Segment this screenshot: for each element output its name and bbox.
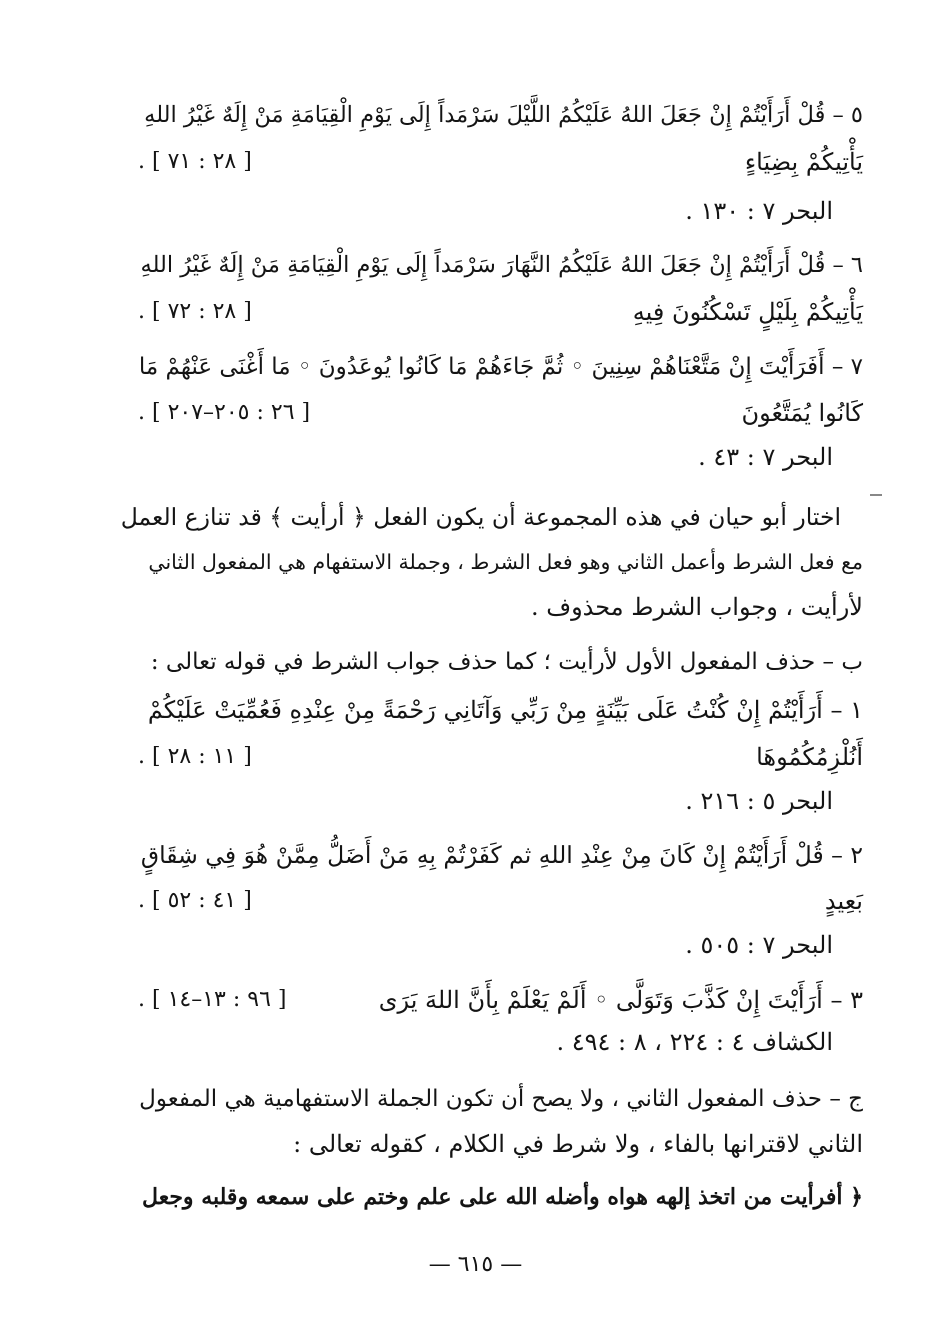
section-b-item-2-line-2: بَعِيدٍ <box>824 887 863 915</box>
item-6-line-2: يَأْتِيكُمْ بِلَيْلٍ تَسْكُنُونَ فِيهِ <box>632 298 863 326</box>
item-5-line-1: ٥ – قُلْ أَرَأَيْتُمْ إِنْ جَعَلَ اللهُ عَلَيْكُمُ اللَّيْلَ سَرْمَداً إِلَى يَوْمِ الْقِيَامَةِ مَنْ إِلَهٌ غَيْرُ اللهِ <box>144 102 863 128</box>
section-b-item-3-note: الكشاف ٤ : ٢٢٤ ، ٨ : ٤٩٤ . <box>556 1028 833 1056</box>
paragraph-1-line-1: اختار أبو حيان في هذه المجموعة أن يكون الفعل ﴿ أرأيت ﴾ قد تنازع العمل <box>120 503 841 531</box>
paragraph-1-line-2: مع فعل الشرط وأعمل الثاني وهو فعل الشرط ، وجملة الاستفهام هي المفعول الثاني <box>148 550 863 574</box>
section-b-item-1-line-2: أَنُلْزِمُكُمُوهَا <box>756 743 863 771</box>
item-5-note: البحر ٧ : ١٣٠ . <box>685 197 833 225</box>
margin-mark <box>870 494 882 496</box>
item-6-line-1: ٦ – قُلْ أَرَأَيْتُمْ إِنْ جَعَلَ اللهُ عَلَيْكُمُ النَّهَارَ سَرْمَداً إِلَى يَوْمِ الْقِيَامَةِ مَنْ إِلَهٌ غَيْرُ اللهِ <box>140 252 863 278</box>
section-b-item-3-reference: [ ٩٦ : ١٣–١٤ ] . <box>138 987 287 1012</box>
section-c-line-1: ج – حذف المفعول الثاني ، ولا يصح أن تكون الجملة الاستفهامية هي المفعول <box>139 1086 863 1112</box>
section-b-heading: ب – حذف المفعول الأول لأرأيت ؛ كما حذف جواب الشرط في قوله تعالى : <box>150 649 863 675</box>
section-b-item-1-reference: [ ١١ : ٢٨ ] . <box>138 744 252 769</box>
item-5-reference: [ ٢٨ : ٧١ ] . <box>138 149 252 174</box>
item-7-line-1: ٧ – أَفَرَأَيْتَ إِنْ مَتَّعْنَاهُمْ سِنِينَ ◦ ثُمَّ جَاءَهُمْ مَا كَانُوا يُوعَدُونَ ◦ مَا أَغْنَى عَنْهُمْ مَا <box>138 354 863 380</box>
section-b-item-1-line-1: ١ – أَرَأَيْتُمْ إِنْ كُنْتُ عَلَى بَيِّنَةٍ مِنْ رَبِّي وَآتَانِي رَحْمَةً مِنْ عِنْدِهِ فَعُمِّيَتْ عَلَيْكُمْ <box>147 696 863 724</box>
item-6-reference: [ ٢٨ : ٧٢ ] . <box>138 299 252 324</box>
section-b-item-2-note: البحر ٧ : ٥٠٥ . <box>685 931 833 959</box>
section-b-item-2-reference: [ ٤١ : ٥٢ ] . <box>138 888 252 913</box>
page-number: — ٦١٥ — <box>428 1252 523 1277</box>
item-7-reference: [ ٢٦ : ٢٠٥–٢٠٧ ] . <box>138 400 311 425</box>
item-5-line-2: يَأْتِيكُمْ بِضِيَاءٍ <box>744 148 863 176</box>
section-b-item-2-line-1: ٢ – قُلْ أَرَأَيْتُمْ إِنْ كَانَ مِنْ عِنْدِ اللهِ ثم كَفَرْتُمْ بِهِ مَنْ أَضَلُّ مِمَّنْ هُوَ فِي شِقَاقٍ <box>140 841 863 869</box>
section-c-quran-quote: ﴿ أفرأيت من اتخذ إلهه هواه وأضله الله على علم وختم على سمعه وقلبه وجعل <box>142 1184 863 1210</box>
section-c-line-2: الثاني لاقترانها بالفاء ، ولا شرط في الكلام ، كقوله تعالى : <box>293 1130 863 1158</box>
section-b-item-1-note: البحر ٥ : ٢١٦ . <box>685 787 833 815</box>
item-7-note: البحر ٧ : ٤٣ . <box>698 443 833 471</box>
section-b-item-3-line-1: ٣ – أَرَأَيْتَ إِنْ كَذَّبَ وَتَوَلَّى ◦ أَلَمْ يَعْلَمْ بِأَنَّ اللهَ يَرَى <box>378 986 863 1014</box>
item-7-line-2: كَانُوا يُمَتَّعُونَ <box>741 399 863 427</box>
paragraph-1-line-3: لأرأيت ، وجواب الشرط محذوف . <box>530 593 863 621</box>
